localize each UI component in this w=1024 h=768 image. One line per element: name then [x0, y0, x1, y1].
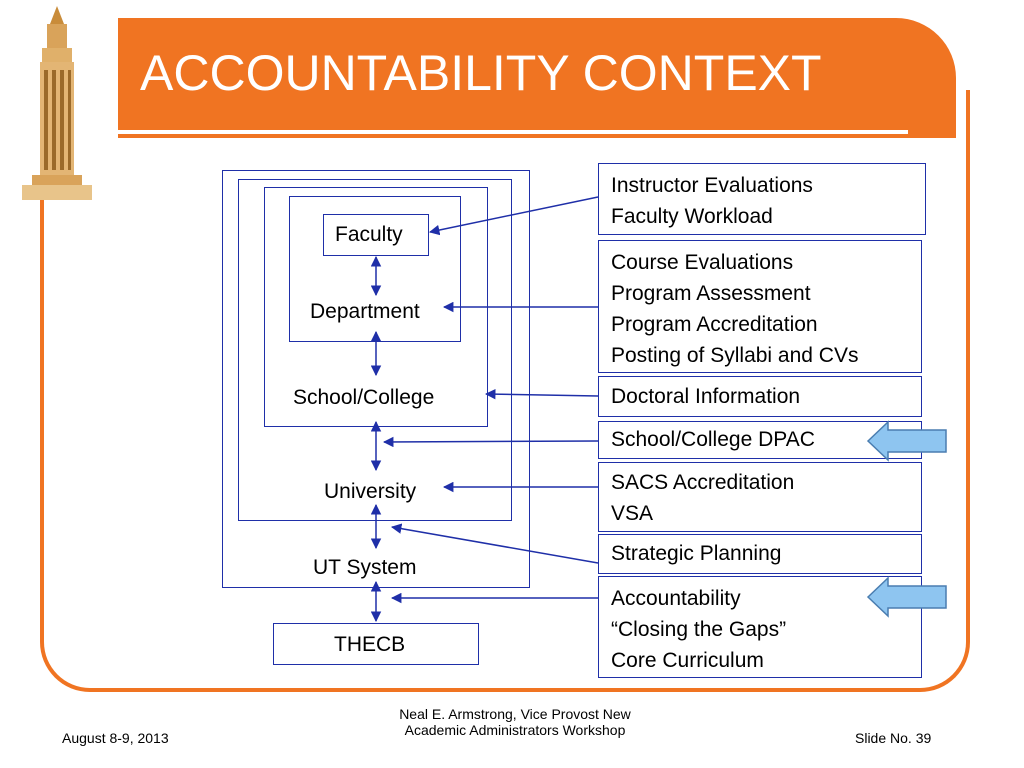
- info-line: Course Evaluations: [611, 251, 794, 274]
- thecb-label: THECB: [334, 633, 406, 656]
- footer-slide-number: Slide No. 39: [855, 730, 932, 746]
- left-arrow-icon: [868, 578, 946, 616]
- info-line: Program Assessment: [611, 282, 811, 305]
- school-college-label: School/College: [293, 386, 435, 409]
- info-line: Core Curriculum: [611, 649, 764, 672]
- info-line: Instructor Evaluations: [611, 174, 813, 197]
- slide-title: ACCOUNTABILITY CONTEXT: [140, 45, 822, 101]
- info-line: Program Accreditation: [611, 313, 818, 336]
- left-arrow-icon: [868, 422, 946, 460]
- info-line: Strategic Planning: [611, 542, 782, 565]
- info-line: Faculty Workload: [611, 205, 773, 228]
- footer-event: Academic Administrators Workshop: [404, 722, 626, 738]
- info-line: Accountability: [611, 587, 741, 610]
- info-line: VSA: [611, 502, 654, 525]
- info-line: Doctoral Information: [611, 385, 801, 408]
- info-line: School/College DPAC: [611, 428, 815, 451]
- info-line: Posting of Syllabi and CVs: [611, 344, 859, 367]
- dpac-info-arrow: [384, 441, 598, 442]
- info-line: SACS Accreditation: [611, 471, 795, 494]
- footer-date: August 8-9, 2013: [62, 730, 169, 746]
- faculty-label: Faculty: [335, 223, 403, 246]
- strategic-info-arrow: [392, 527, 598, 563]
- ut-system-label: UT System: [313, 556, 417, 579]
- footer-author: Neal E. Armstrong, Vice Provost New: [399, 706, 631, 722]
- footer-center: [350, 706, 680, 738]
- department-label: Department: [310, 300, 420, 323]
- university-label: University: [324, 480, 417, 503]
- faculty-info-arrow: [430, 197, 598, 232]
- info-line: “Closing the Gaps”: [611, 618, 787, 641]
- school-info-arrow: [486, 394, 598, 396]
